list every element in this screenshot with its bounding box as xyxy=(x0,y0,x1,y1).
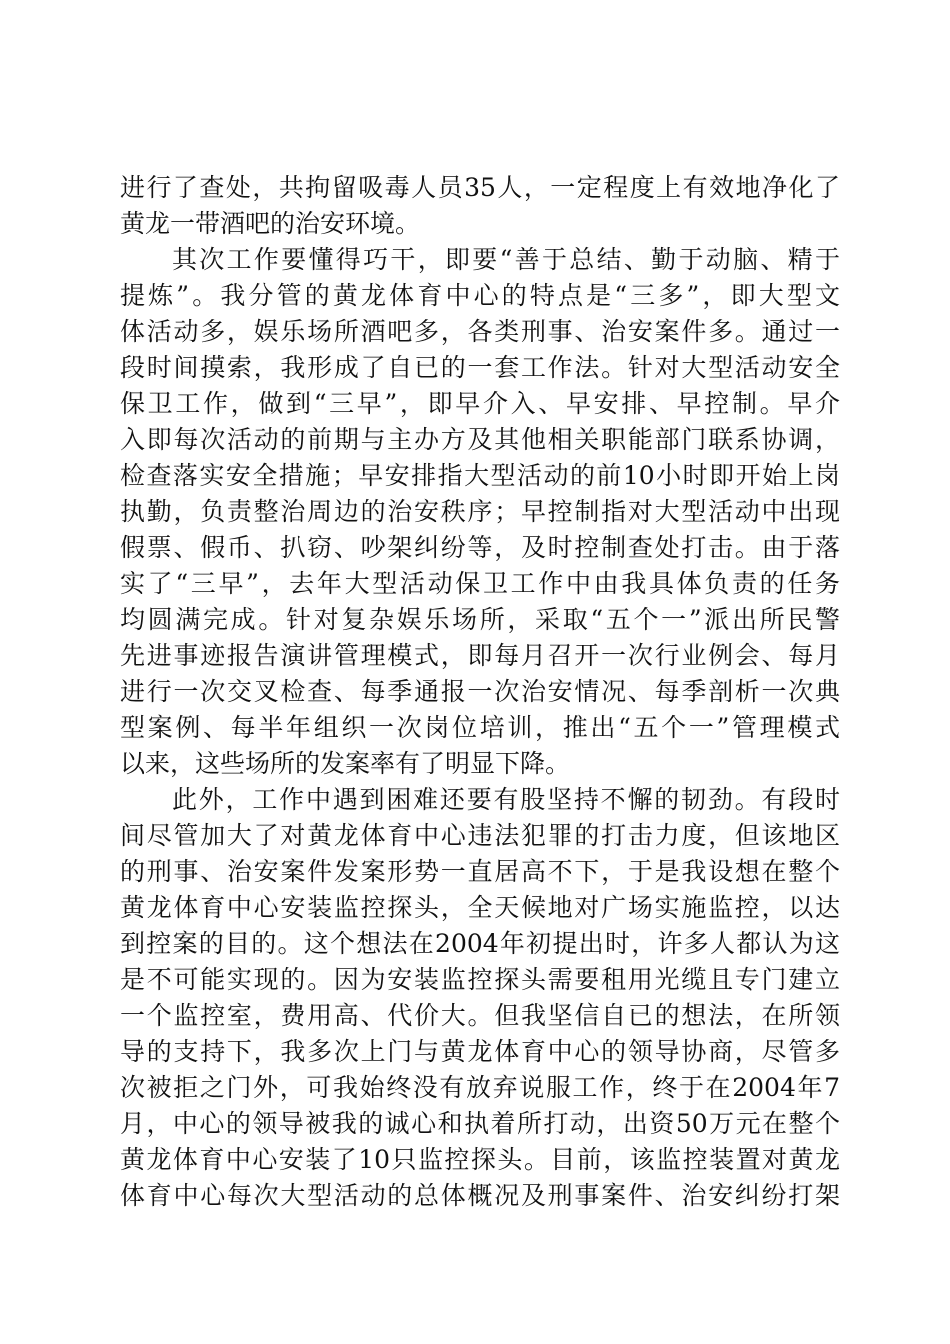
text-line: 进行了查处，共拘留吸毒人员35人，一定程度上有效地净化了 xyxy=(120,173,840,202)
text-line: 次被拒之门外，可我始终没有放弃说服工作，终于在2004年7 xyxy=(120,1073,840,1102)
text-line: 月，中心的领导被我的诚心和执着所打动，出资50万元在整个 xyxy=(120,1109,840,1138)
text-line: 入即每次活动的前期与主办方及其他相关职能部门联系协调， xyxy=(120,425,840,454)
text-line: 是不可能实现的。因为安装监控探头需要租用光缆且专门建立 xyxy=(120,965,840,994)
text-line: 检查落实安全措施；早安排指大型活动的前10小时即开始上岗 xyxy=(120,461,840,490)
text-line: 段时间摸索，我形成了自已的一套工作法。针对大型活动安全 xyxy=(120,353,840,382)
text-line: 导的支持下，我多次上门与黄龙体育中心的领导协商，尽管多 xyxy=(120,1037,840,1066)
text-line: 型案例、每半年组织一次岗位培训，推出“五个一”管理模式 xyxy=(120,713,840,742)
text-line: 黄龙一带酒吧的治安环境。 xyxy=(120,209,421,238)
text-line: 一个监控室，费用高、代价大。但我坚信自已的想法，在所领 xyxy=(120,1001,840,1030)
text-line: 先进事迹报告演讲管理模式，即每月召开一次行业例会、每月 xyxy=(120,641,840,670)
text-line: 执勤，负责整治周边的治安秩序；早控制指对大型活动中出现 xyxy=(120,497,840,526)
text-line: 进行一次交叉检查、每季通报一次治安情况、每季剖析一次典 xyxy=(120,677,840,706)
text-line: 黄龙体育中心安装了10只监控探头。目前，该监控装置对黄龙 xyxy=(120,1145,840,1174)
text-line: 体育中心每次大型活动的总体概况及刑事案件、治安纠纷打架 xyxy=(120,1181,840,1210)
paragraph-first-line: 其次工作要懂得巧干，即要“善于总结、勤于动脑、精于 xyxy=(172,245,840,274)
text-line: 均圆满完成。针对复杂娱乐场所，采取“五个一”派出所民警 xyxy=(120,605,840,634)
text-line: 间尽管加大了对黄龙体育中心违法犯罪的打击力度，但该地区 xyxy=(120,821,840,850)
text-line: 保卫工作，做到“三早”，即早介入、早安排、早控制。早介 xyxy=(120,389,840,418)
text-line: 的刑事、治安案件发案形势一直居高不下，于是我设想在整个 xyxy=(120,857,840,886)
text-line: 黄龙体育中心安装监控探头，全天候地对广场实施监控，以达 xyxy=(120,893,840,922)
text-line: 实了“三早”，去年大型活动保卫工作中由我具体负责的任务 xyxy=(120,569,840,598)
text-line: 提炼”。我分管的黄龙体育中心的特点是“三多”，即大型文 xyxy=(120,281,840,310)
paragraph-first-line: 此外，工作中遇到困难还要有股坚持不懈的韧劲。有段时 xyxy=(172,785,840,814)
text-line: 假票、假币、扒窃、吵架纠纷等，及时控制查处打击。由于落 xyxy=(120,533,840,562)
text-line: 到控案的目的。这个想法在2004年初提出时，许多人都认为这 xyxy=(120,929,840,958)
text-line: 以来，这些场所的发案率有了明显下降。 xyxy=(120,749,571,778)
text-line: 体活动多，娱乐场所酒吧多，各类刑事、治安案件多。通过一 xyxy=(120,317,840,346)
